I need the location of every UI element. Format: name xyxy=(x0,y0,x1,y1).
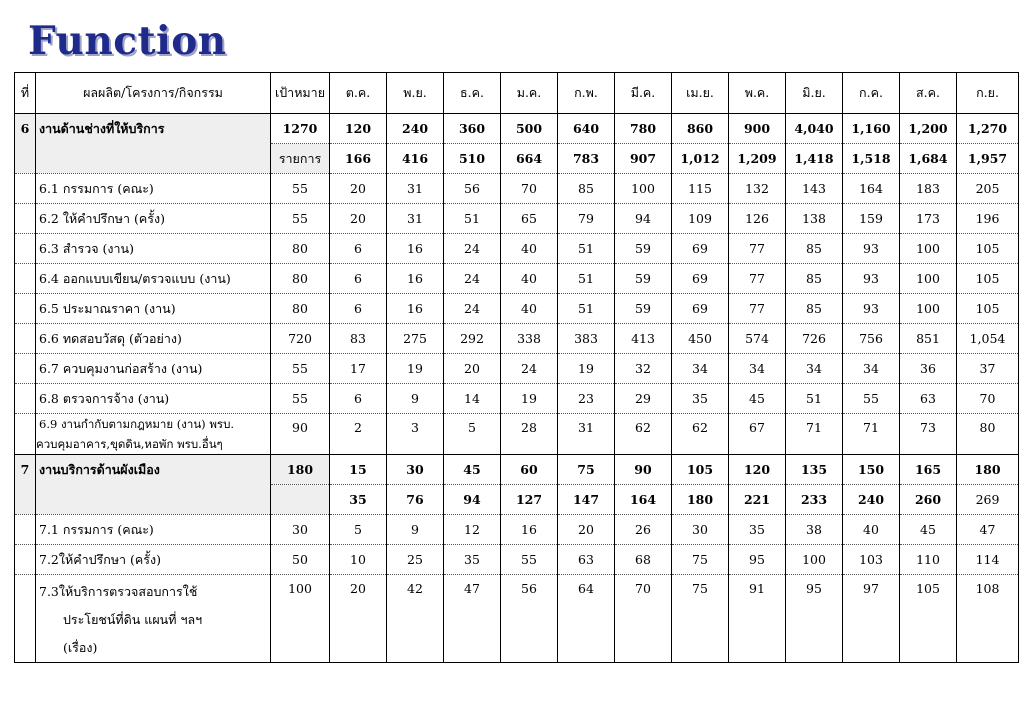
row-value: 9 xyxy=(387,384,444,414)
actual-cell: 147 xyxy=(558,485,615,515)
row-value: 413 xyxy=(615,324,672,354)
row-value: 45 xyxy=(729,384,786,414)
row-value: 67 xyxy=(729,414,786,455)
header-month: ต.ค. xyxy=(330,73,387,114)
row-label-line: 7.3ให้บริการตรวจสอบการใช้ xyxy=(39,584,198,599)
row-value: 26 xyxy=(615,515,672,545)
row-value: 35 xyxy=(444,545,501,575)
table-header-row xyxy=(15,73,1019,114)
row-label: 6.3 สำรวจ (งาน) xyxy=(36,234,271,264)
row-value: 93 xyxy=(843,234,900,264)
plan-cell: 1,270 xyxy=(957,114,1019,144)
row-value: 63 xyxy=(558,545,615,575)
row-value: 20 xyxy=(330,174,387,204)
row-target: 55 xyxy=(271,354,330,384)
row-value: 159 xyxy=(843,204,900,234)
row-value: 37 xyxy=(957,354,1019,384)
header-month: ก.ค. xyxy=(843,73,900,114)
section-target: 180 xyxy=(271,455,330,485)
row-value: 16 xyxy=(387,264,444,294)
header-item: ผลผลิต/โครงการ/กิจกรรม xyxy=(36,73,271,114)
row-value: 93 xyxy=(843,294,900,324)
row-value: 205 xyxy=(957,174,1019,204)
row-value: 10 xyxy=(330,545,387,575)
row-value: 56 xyxy=(444,174,501,204)
row-value: 51 xyxy=(444,204,501,234)
row-label-line: (เรื่อง) xyxy=(63,640,98,655)
row-value: 105 xyxy=(900,575,957,663)
section-plan-row xyxy=(15,114,1019,144)
row-value: 77 xyxy=(729,234,786,264)
table-row xyxy=(15,324,1019,354)
row-value: 79 xyxy=(558,204,615,234)
row-value: 59 xyxy=(615,294,672,324)
row-value: 40 xyxy=(501,294,558,324)
section6-subrows xyxy=(15,174,1019,414)
row-value: 132 xyxy=(729,174,786,204)
plan-cell: 15 xyxy=(330,455,387,485)
row-value: 2 xyxy=(330,414,387,455)
actual-cell: 1,684 xyxy=(900,144,957,174)
row-value: 25 xyxy=(387,545,444,575)
row-value: 105 xyxy=(957,264,1019,294)
row-value: 12 xyxy=(444,515,501,545)
row-value: 95 xyxy=(729,545,786,575)
header-month: ธ.ค. xyxy=(444,73,501,114)
plan-cell: 180 xyxy=(957,455,1019,485)
section7-subrows xyxy=(15,515,1019,575)
section-number: 7 xyxy=(15,455,36,485)
row-value: 6 xyxy=(330,264,387,294)
row-value: 31 xyxy=(387,174,444,204)
section-actual-row xyxy=(15,144,1019,174)
row-value: 69 xyxy=(672,264,729,294)
row-label: 6.8 ตรวจการจ้าง (งาน) xyxy=(36,384,271,414)
header-month: พ.ย. xyxy=(387,73,444,114)
plan-cell: 1,160 xyxy=(843,114,900,144)
header-month: ก.ย. xyxy=(957,73,1019,114)
actual-cell: 94 xyxy=(444,485,501,515)
actual-cell: 664 xyxy=(501,144,558,174)
row-label: 7.2ให้คำปรึกษา (ครั้ง) xyxy=(36,545,271,575)
row-value: 383 xyxy=(558,324,615,354)
actual-cell: 269 xyxy=(957,485,1019,515)
row-value: 5 xyxy=(444,414,501,455)
row-value: 71 xyxy=(843,414,900,455)
row-label: 6.5 ประมาณราคา (งาน) xyxy=(36,294,271,324)
row-value: 450 xyxy=(672,324,729,354)
actual-cell: 76 xyxy=(387,485,444,515)
row-value: 16 xyxy=(501,515,558,545)
row-label: 6.7 ควบคุมงานก่อสร้าง (งาน) xyxy=(36,354,271,384)
row-value: 29 xyxy=(615,384,672,414)
row-target: 55 xyxy=(271,174,330,204)
actual-cell: 1,209 xyxy=(729,144,786,174)
row-value: 100 xyxy=(615,174,672,204)
row-value: 6 xyxy=(330,384,387,414)
row-value: 6 xyxy=(330,294,387,324)
row-value: 14 xyxy=(444,384,501,414)
actual-cell: 35 xyxy=(330,485,387,515)
section-plan-row xyxy=(15,455,1019,485)
actual-cell: 1,518 xyxy=(843,144,900,174)
row-value: 85 xyxy=(786,234,843,264)
plan-cell: 360 xyxy=(444,114,501,144)
row-target: 80 xyxy=(271,294,330,324)
row-value: 62 xyxy=(672,414,729,455)
plan-cell: 4,040 xyxy=(786,114,843,144)
row-value: 100 xyxy=(900,234,957,264)
row-target: 80 xyxy=(271,264,330,294)
actual-cell: 907 xyxy=(615,144,672,174)
table-row xyxy=(15,575,1019,663)
row-value: 31 xyxy=(558,414,615,455)
plan-cell: 500 xyxy=(501,114,558,144)
plan-cell: 860 xyxy=(672,114,729,144)
actual-cell: 233 xyxy=(786,485,843,515)
row-value: 59 xyxy=(615,264,672,294)
header-month: พ.ค. xyxy=(729,73,786,114)
row-label-line: 6.9 งานกำกับตามกฎหมาย (งาน) พรบ. xyxy=(39,417,235,431)
actual-cell: 1,957 xyxy=(957,144,1019,174)
row-value: 103 xyxy=(843,545,900,575)
section-number: 6 xyxy=(15,114,36,144)
plan-cell: 640 xyxy=(558,114,615,144)
row-value: 100 xyxy=(786,545,843,575)
row-value: 45 xyxy=(900,515,957,545)
row-value: 23 xyxy=(558,384,615,414)
row-value: 114 xyxy=(957,545,1019,575)
plan-cell: 120 xyxy=(330,114,387,144)
row-label xyxy=(36,414,271,455)
row-value: 20 xyxy=(330,575,387,663)
row-value: 85 xyxy=(786,264,843,294)
table-row xyxy=(15,204,1019,234)
row-value: 64 xyxy=(558,575,615,663)
row-value: 32 xyxy=(615,354,672,384)
header-month: มี.ค. xyxy=(615,73,672,114)
row-value: 183 xyxy=(900,174,957,204)
row-value: 851 xyxy=(900,324,957,354)
row-value: 36 xyxy=(900,354,957,384)
row-value: 35 xyxy=(672,384,729,414)
table-row xyxy=(15,174,1019,204)
row-value: 164 xyxy=(843,174,900,204)
plan-cell: 780 xyxy=(615,114,672,144)
table-row xyxy=(15,294,1019,324)
row-value: 73 xyxy=(900,414,957,455)
actual-cell: 260 xyxy=(900,485,957,515)
row-value: 70 xyxy=(615,575,672,663)
actual-cell: 166 xyxy=(330,144,387,174)
row-value: 80 xyxy=(957,414,1019,455)
row-value: 63 xyxy=(900,384,957,414)
plan-cell: 120 xyxy=(729,455,786,485)
row-value: 16 xyxy=(387,234,444,264)
row-value: 47 xyxy=(957,515,1019,545)
row-value: 35 xyxy=(729,515,786,545)
row-value: 40 xyxy=(501,234,558,264)
row-value: 24 xyxy=(444,234,501,264)
header-target: เป้าหมาย xyxy=(271,73,330,114)
row-value: 51 xyxy=(558,234,615,264)
row-value: 115 xyxy=(672,174,729,204)
row-value: 55 xyxy=(843,384,900,414)
row-value: 59 xyxy=(615,234,672,264)
actual-cell: 416 xyxy=(387,144,444,174)
row-value: 51 xyxy=(558,264,615,294)
plan-cell: 30 xyxy=(387,455,444,485)
row-value: 75 xyxy=(672,575,729,663)
row-value: 292 xyxy=(444,324,501,354)
row-value: 100 xyxy=(900,264,957,294)
plan-cell: 900 xyxy=(729,114,786,144)
row-value: 19 xyxy=(387,354,444,384)
row-value: 70 xyxy=(957,384,1019,414)
row-value: 19 xyxy=(501,384,558,414)
actual-cell: 221 xyxy=(729,485,786,515)
actual-cell: 180 xyxy=(672,485,729,515)
row-target: 55 xyxy=(271,204,330,234)
row-target: 720 xyxy=(271,324,330,354)
plan-cell: 60 xyxy=(501,455,558,485)
row-value: 338 xyxy=(501,324,558,354)
row-value: 1,054 xyxy=(957,324,1019,354)
row-value: 38 xyxy=(786,515,843,545)
row-value: 65 xyxy=(501,204,558,234)
row-value: 31 xyxy=(387,204,444,234)
actual-cell: 240 xyxy=(843,485,900,515)
row-value: 85 xyxy=(558,174,615,204)
row-target: 30 xyxy=(271,515,330,545)
row-value: 110 xyxy=(900,545,957,575)
row-target: 100 xyxy=(271,575,330,663)
row-label: 6.6 ทดสอบวัสดุ (ตัวอย่าง) xyxy=(36,324,271,354)
row-target: 90 xyxy=(271,414,330,455)
actual-cell: 127 xyxy=(501,485,558,515)
row-value: 34 xyxy=(672,354,729,384)
section-actual-row xyxy=(15,485,1019,515)
row-value: 51 xyxy=(786,384,843,414)
row-value: 24 xyxy=(444,264,501,294)
plan-cell: 1,200 xyxy=(900,114,957,144)
row-value: 16 xyxy=(387,294,444,324)
actual-cell: 1,012 xyxy=(672,144,729,174)
row-value: 726 xyxy=(786,324,843,354)
row-value: 34 xyxy=(786,354,843,384)
plan-cell: 240 xyxy=(387,114,444,144)
row-value: 93 xyxy=(843,264,900,294)
actual-cell: 783 xyxy=(558,144,615,174)
page-title: Function xyxy=(28,18,227,64)
row-target: 80 xyxy=(271,234,330,264)
row-value: 51 xyxy=(558,294,615,324)
row-value: 138 xyxy=(786,204,843,234)
table-row xyxy=(15,545,1019,575)
row-value: 9 xyxy=(387,515,444,545)
row-label xyxy=(36,575,271,663)
section-name: งานบริการด้านผังเมือง xyxy=(36,455,271,485)
plan-cell: 45 xyxy=(444,455,501,485)
table-row xyxy=(15,264,1019,294)
row-value: 100 xyxy=(900,294,957,324)
row-value: 20 xyxy=(558,515,615,545)
section-target: 1270 xyxy=(271,114,330,144)
actual-cell: 1,418 xyxy=(786,144,843,174)
row-value: 85 xyxy=(786,294,843,324)
row-value: 173 xyxy=(900,204,957,234)
row-value: 143 xyxy=(786,174,843,204)
row-value: 97 xyxy=(843,575,900,663)
row-value: 3 xyxy=(387,414,444,455)
header-no: ที่ xyxy=(15,73,36,114)
row-value: 17 xyxy=(330,354,387,384)
row-value: 126 xyxy=(729,204,786,234)
plan-cell: 150 xyxy=(843,455,900,485)
row-label: 7.1 กรรมการ (คณะ) xyxy=(36,515,271,545)
section-name: งานด้านช่างที่ให้บริการ xyxy=(36,114,271,144)
header-month: มิ.ย. xyxy=(786,73,843,114)
row-value: 69 xyxy=(672,234,729,264)
table-row xyxy=(15,515,1019,545)
row-value: 71 xyxy=(786,414,843,455)
row-value: 6 xyxy=(330,234,387,264)
row-value: 42 xyxy=(387,575,444,663)
row-value: 19 xyxy=(558,354,615,384)
row-target: 50 xyxy=(271,545,330,575)
performance-table xyxy=(14,72,1019,663)
row-value: 20 xyxy=(330,204,387,234)
row-label-line: ประโยชน์ที่ดิน แผนที่ ฯลฯ xyxy=(63,612,203,627)
table-row xyxy=(15,384,1019,414)
table-row xyxy=(15,414,1019,455)
row-value: 56 xyxy=(501,575,558,663)
row-value: 574 xyxy=(729,324,786,354)
row-value: 24 xyxy=(501,354,558,384)
row-value: 275 xyxy=(387,324,444,354)
row-value: 105 xyxy=(957,234,1019,264)
plan-cell: 165 xyxy=(900,455,957,485)
row-value: 5 xyxy=(330,515,387,545)
plan-cell: 75 xyxy=(558,455,615,485)
row-value: 20 xyxy=(444,354,501,384)
row-value: 94 xyxy=(615,204,672,234)
row-label-line: ควบคุมอาคาร,ขุดดิน,หอพัก พรบ.อื่นๆ xyxy=(36,437,223,451)
row-label: 6.1 กรรมการ (คณะ) xyxy=(36,174,271,204)
table-row xyxy=(15,234,1019,264)
row-value: 77 xyxy=(729,264,786,294)
row-label: 6.4 ออกแบบเขียน/ตรวจแบบ (งาน) xyxy=(36,264,271,294)
row-value: 47 xyxy=(444,575,501,663)
row-value: 105 xyxy=(957,294,1019,324)
row-value: 95 xyxy=(786,575,843,663)
actual-cell: 164 xyxy=(615,485,672,515)
row-value: 70 xyxy=(501,174,558,204)
header-month: เม.ย. xyxy=(672,73,729,114)
row-target: 55 xyxy=(271,384,330,414)
row-value: 40 xyxy=(843,515,900,545)
row-value: 756 xyxy=(843,324,900,354)
row-value: 108 xyxy=(957,575,1019,663)
row-value: 34 xyxy=(729,354,786,384)
plan-cell: 105 xyxy=(672,455,729,485)
row-value: 68 xyxy=(615,545,672,575)
row-value: 75 xyxy=(672,545,729,575)
table-row xyxy=(15,354,1019,384)
row-value: 55 xyxy=(501,545,558,575)
row-value: 91 xyxy=(729,575,786,663)
plan-cell: 90 xyxy=(615,455,672,485)
row-value: 62 xyxy=(615,414,672,455)
row-value: 69 xyxy=(672,294,729,324)
row-value: 28 xyxy=(501,414,558,455)
header-month: ม.ค. xyxy=(501,73,558,114)
row-value: 109 xyxy=(672,204,729,234)
unit-label: รายการ xyxy=(271,144,330,174)
row-value: 30 xyxy=(672,515,729,545)
row-label: 6.2 ให้คำปรึกษา (ครั้ง) xyxy=(36,204,271,234)
row-value: 196 xyxy=(957,204,1019,234)
plan-cell: 135 xyxy=(786,455,843,485)
header-month: ส.ค. xyxy=(900,73,957,114)
row-value: 40 xyxy=(501,264,558,294)
header-month: ก.พ. xyxy=(558,73,615,114)
row-value: 24 xyxy=(444,294,501,324)
row-value: 34 xyxy=(843,354,900,384)
row-value: 83 xyxy=(330,324,387,354)
row-value: 77 xyxy=(729,294,786,324)
actual-cell: 510 xyxy=(444,144,501,174)
